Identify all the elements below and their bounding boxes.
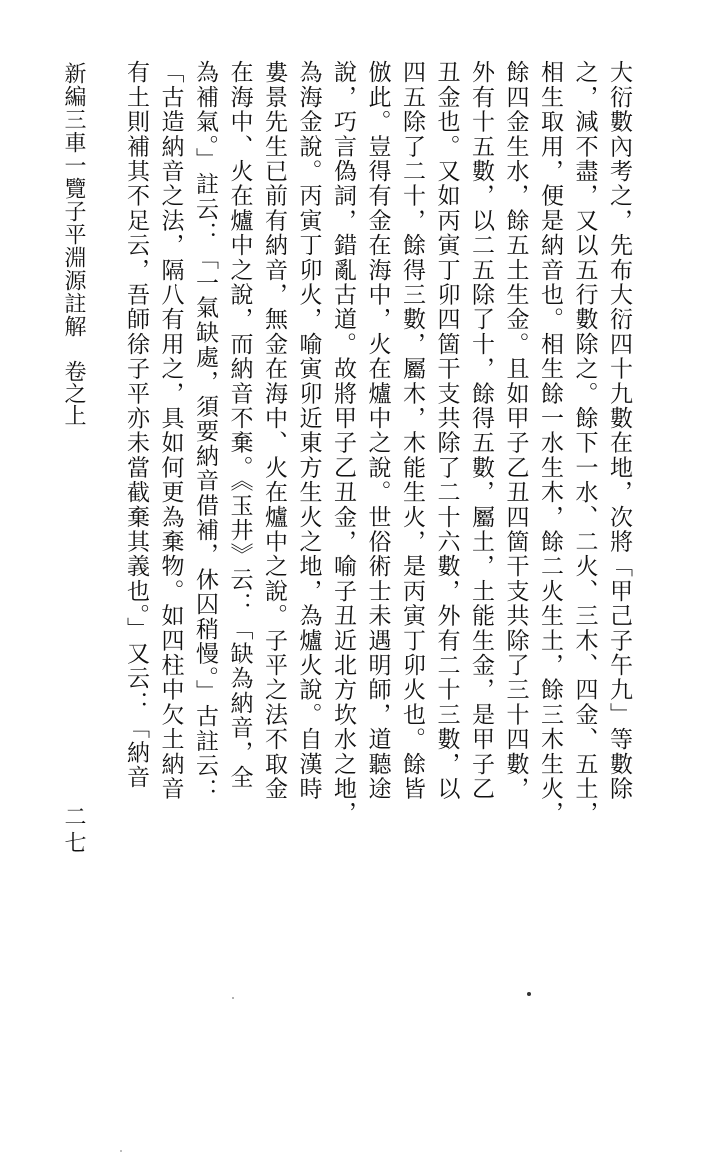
text-column: 「古造納音之法，隔八有用之，具如何更為棄物。如四柱中欠土納音 [157,60,184,801]
scan-speck [232,997,234,999]
text-column: 為海金說。丙寅丁卯火，喻寅卯近東方生火之地，為爐火說。自漢時 [295,60,322,801]
text-column: 大衍數內考之，先布大衍四十九數在地，次將「甲己子午九」等數除 [606,60,632,801]
text-column: 相生取用，便是納音也。相生餘一水生木，餘二火生土，餘三木生火， [537,60,563,826]
text-column: 說，巧言偽詞，錯亂古道。故將甲子乙丑金，喻子丑近北方坎水之地， [330,60,356,826]
body-text [118,60,636,978]
volume-label: 卷之上 [61,360,86,426]
scan-speck [120,1150,122,1152]
page-number: 二七 [61,805,86,857]
text-column: 倣此。豈得有金在海中，火在爐中之說。世俗術士未遇明師，道聽途 [364,60,391,801]
text-column: 餘四金生水，餘五土生金。且如甲子乙丑四箇干支共除了三十四數， [502,60,529,801]
text-column: 四五除了二十，餘得三數，屬木，木能生火，是丙寅丁卯火也。餘皆 [399,60,425,801]
running-header [58,62,88,892]
book-title: 新編三車一覽子平淵源註解 [61,62,86,338]
text-column: 婁景先生已前有納音，無金在海中、火在爐中之說。子平之法不取金 [261,60,287,801]
text-column: 在海中、火在爐中之說，而納音不棄。《玉井》云：「缺為納音，全 [226,60,253,790]
text-column: 為補氣。」註云：「一氣缺處，須要納音借補，休囚稍慢。」古註云： [192,60,218,803]
text-column: 有土則補其不足云，吾師徐子平亦未當截棄其義也。」又云：「納音 [123,60,149,790]
scan-speck [527,992,531,996]
text-column: 之，減不盡，又以五行數除之。餘下一水、二火、三木、四金、五土， [571,60,598,826]
text-column: 丑金也。又如丙寅丁卯四箇干支共除了二十六數，外有二十三數，以 [433,60,460,801]
text-column: 外有十五數，以二五除了十，餘得五數，屬土，土能生金，是甲子乙 [468,60,494,801]
